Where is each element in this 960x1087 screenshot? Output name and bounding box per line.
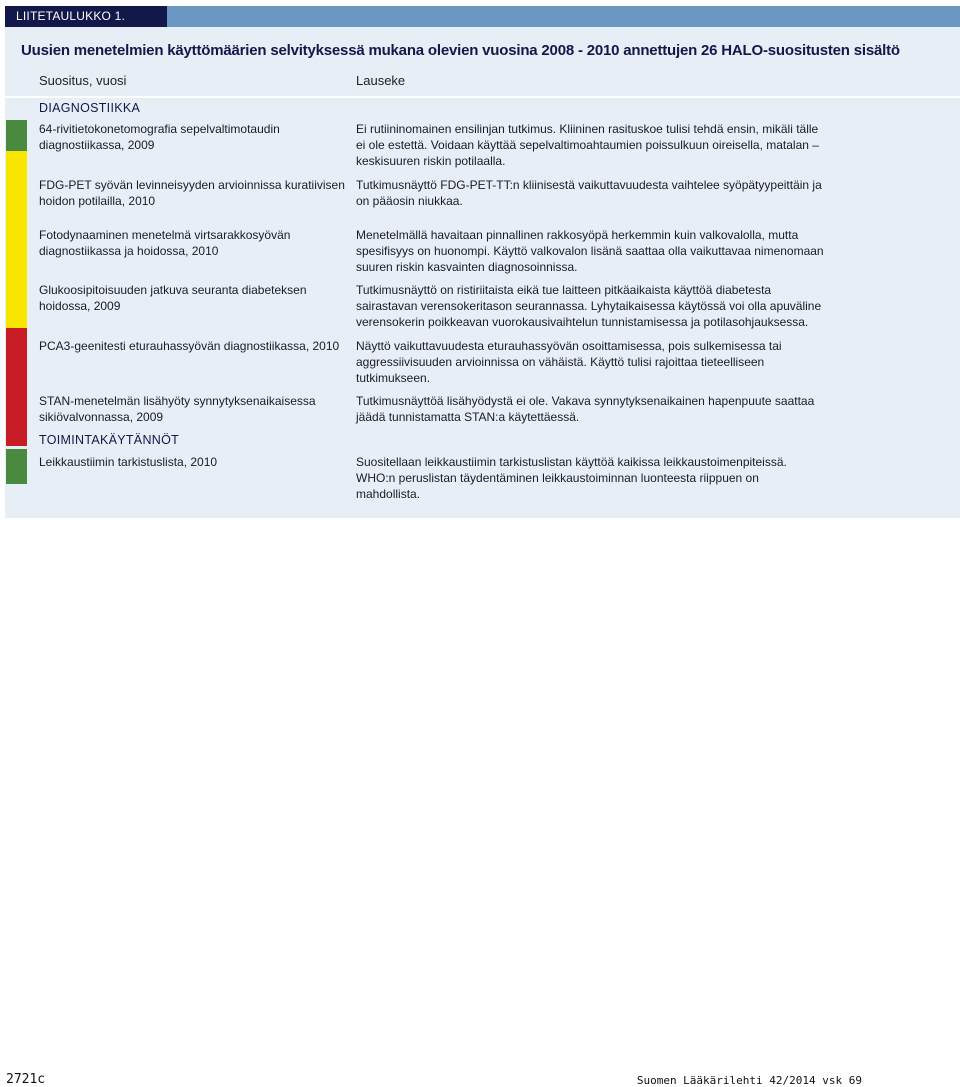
recommendation-cell: STAN-menetelmän lisähyöty synnytyksenaikaisessa sikiövalvonnassa, 2009 [39, 394, 316, 424]
statement-cell: Tutkimusnäyttö on ristiriitaista eikä tue laitteen pitkäaikaista käyttöä diabetesta sairastavan verensokeritason seurannassa. Lyhytaikaisessa käytössä voi olla apuväline verensokerin poikkeavan vuorokausivaihtelun tunnistamisessa ja potilasohjauksessa. [356, 283, 822, 329]
rating-bar-green [6, 120, 27, 151]
recommendation-cell: 64-rivitietokonetomografia sepelvaltimotaudin diagnostiikassa, 2009 [39, 122, 280, 152]
statement-cell: Tutkimusnäyttö FDG-PET-TT:n kliinisestä vaikuttavuudesta vaihtelee syöpätyypeittäin ja on pääosin niukkaa. [356, 178, 822, 208]
recommendation-cell: Fotodynaaminen menetelmä virtsarakkosyövän diagnostiikassa ja hoidossa, 2010 [39, 228, 291, 258]
statement-cell: Menetelmällä havaitaan pinnallinen rakkosyöpä herkemmin kuin valkovalolla, mutta spesifisyys on huonompi. Käyttö valkovalon lisänä saattaa olla vaikuttavaa nimenomaan suuren riskin kasvainten diagnosoinnissa. [356, 228, 824, 274]
statement-cell: Ei rutiininomainen ensilinjan tutkimus. Kliininen rasituskoe tulisi tehdä ensin, mikäli tälle ei ole estettä. Voidaan käyttää sepelvaltimoahtaumien poissulkuun oireisella, matalan – keskisuuren riskin potilaalla. [356, 122, 819, 168]
column-header-statement: Lauseke [356, 73, 406, 88]
table-label-tab: LIITETAULUKKO 1. [5, 6, 167, 27]
statement-cell: Tutkimusnäyttöä lisähyödystä ei ole. Vakava synnytyksenaikainen hapenpuute saattaa jäädä tunnistamatta STAN:a käytettäessä. [356, 394, 815, 424]
column-header-recommendation: Suositus, vuosi [39, 73, 127, 88]
recommendation-cell: FDG-PET syövän levinneisyyden arvioinnissa kuratiivisen hoidon potilailla, 2010 [39, 178, 345, 208]
statement-cell: Suositellaan leikkaustiimin tarkistuslistan käyttöä kaikissa leikkaustoimenpiteissä. WHO:n peruslistan täydentäminen leikkaustoiminnan luonteesta riippuen on mahdollista. [356, 455, 787, 501]
rating-bar-red [6, 328, 27, 446]
rating-bar-yellow [6, 151, 27, 328]
rating-bar-green [6, 449, 27, 484]
recommendation-cell: Glukoosipitoisuuden jatkuva seuranta diabeteksen hoidossa, 2009 [39, 283, 307, 313]
recommendation-cell: Leikkaustiimin tarkistuslista, 2010 [39, 455, 218, 469]
table-title: Uusien menetelmien käyttömäärien selvityksessä mukana olevien vuosina 2008 - 2010 annettujen 26 HALO-suositusten sisältö [21, 42, 900, 59]
statement-cell: Näyttö vaikuttavuudesta eturauhassyövän osoittamisessa, pois sulkemisessa tai aggressiivisuuden arvioinnissa on vähäistä. Käyttö tulisi rajoittaa tieteelliseen tutkimukseen. [356, 339, 782, 385]
recommendation-cell: PCA3-geenitesti eturauhassyövän diagnostiikassa, 2010 [39, 339, 340, 353]
section-practices: TOIMINTAKÄYTÄNNÖT [39, 433, 180, 447]
page-number: 2721c [6, 1072, 46, 1087]
journal-citation: Suomen Lääkärilehti 42/2014 vsk 69 [636, 1074, 862, 1087]
section-diagnostics: DIAGNOSTIIKKA [39, 101, 141, 115]
header-divider [5, 96, 960, 98]
